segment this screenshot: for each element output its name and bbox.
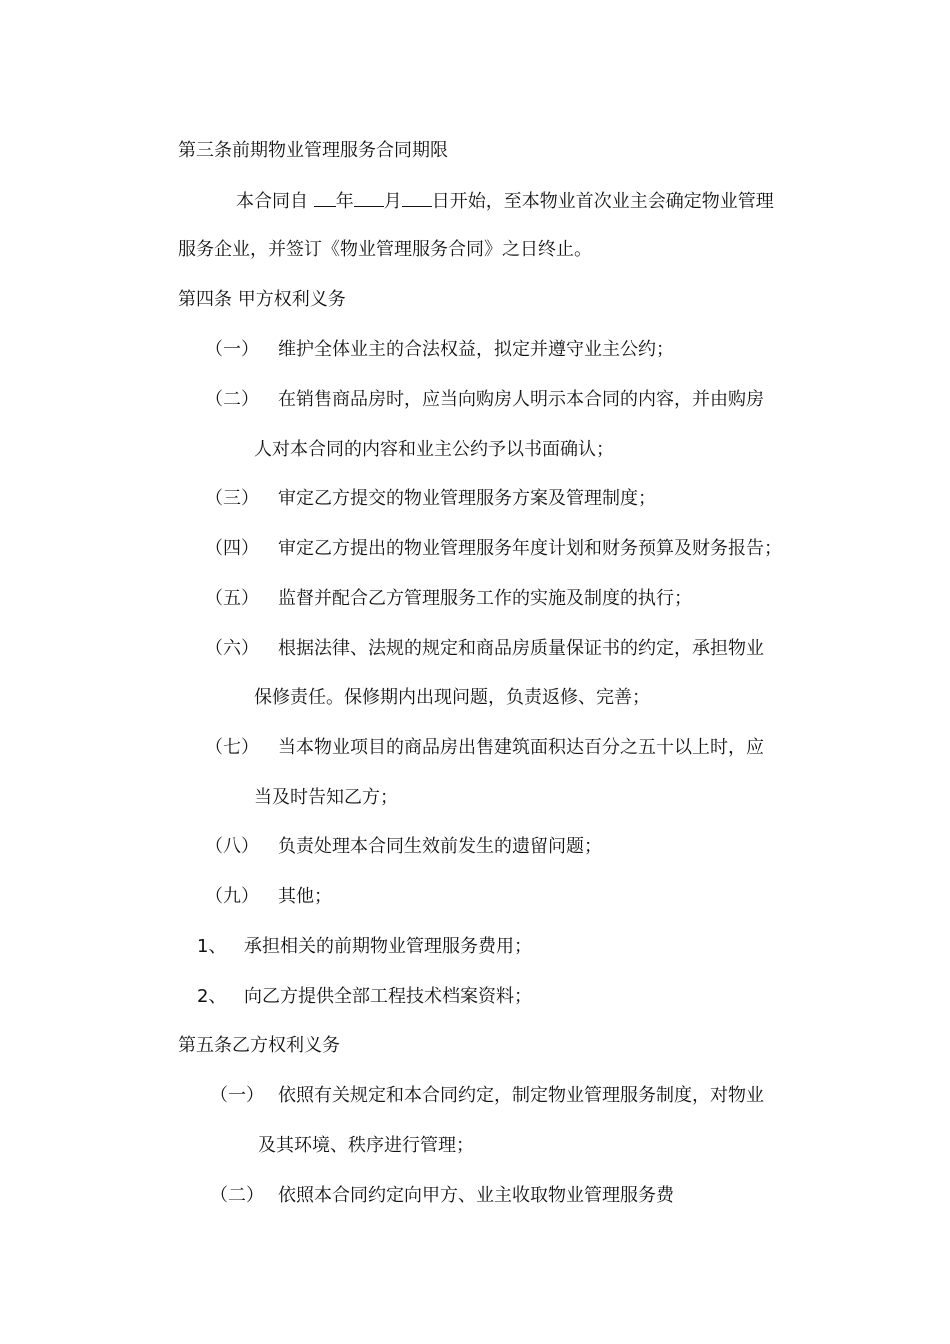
sub-item-number: 1、: [197, 936, 227, 957]
article5-title: 第五条乙方权利义务: [178, 1035, 340, 1056]
list-item-text: 根据法律、法规的规定和商品房质量保证书的约定，承担物业: [278, 638, 764, 659]
list-item-text: 审定乙方提交的物业管理服务方案及管理制度；: [278, 488, 656, 509]
text-segment: 本合同自: [236, 191, 308, 212]
list-item-text: 审定乙方提出的物业管理服务年度计划和财务预算及财务报告；: [278, 538, 782, 559]
list-item-text: 依照有关规定和本合同约定，制定物业管理服务制度，对物业: [278, 1085, 764, 1106]
article4-title: 第四条 甲方权利义务: [178, 289, 346, 310]
list-item-text: 在销售商品房时，应当向购房人明示本合同的内容，并由购房: [278, 389, 764, 410]
text-segment: 年: [335, 191, 354, 212]
blank-day: [402, 188, 432, 207]
list-item-text: 监督并配合乙方管理服务工作的实施及制度的执行；: [278, 588, 692, 609]
list-item-number: （二）: [210, 1185, 264, 1206]
list-item-number: （一）: [210, 1085, 264, 1106]
sub-item-text: 承担相关的前期物业管理服务费用；: [244, 936, 532, 957]
list-item-continuation: 当及时告知乙方；: [254, 787, 398, 808]
article3-title: 第三条前期物业管理服务合同期限: [178, 140, 448, 161]
list-item-number: （一）: [205, 339, 259, 360]
list-item-text: 当本物业项目的商品房出售建筑面积达百分之五十以上时，应: [278, 737, 764, 758]
blank-month: [354, 188, 384, 207]
article3-paragraph-line2: 服务企业，并签订《物业管理服务合同》之日终止。: [178, 239, 592, 260]
list-item-number: （二）: [205, 389, 259, 410]
list-item-text: 维护全体业主的合法权益，拟定并遵守业主公约；: [278, 339, 674, 360]
blank-year: [314, 188, 336, 207]
list-item-number: （四）: [205, 538, 259, 559]
list-item-number: （九）: [205, 886, 259, 907]
list-item-number: （八）: [205, 836, 259, 857]
text-segment: 日开始，至本物业首次业主会确定物业管理: [431, 191, 774, 212]
list-item-number: （五）: [205, 588, 259, 609]
list-item-number: （六）: [205, 638, 259, 659]
list-item-continuation: 保修责任。保修期内出现问题，负责返修、完善；: [254, 687, 650, 708]
list-item-number: （三）: [205, 488, 259, 509]
list-item-number: （七）: [205, 737, 259, 758]
list-item-text: 其他；: [278, 886, 332, 907]
list-item-continuation: 及其环境、秩序进行管理；: [258, 1135, 474, 1156]
list-item-continuation: 人对本合同的内容和业主公约予以书面确认；: [254, 439, 614, 460]
text-segment: 月: [383, 191, 402, 212]
sub-item-text: 向乙方提供全部工程技术档案资料；: [244, 986, 532, 1007]
article3-paragraph-line1: [236, 188, 774, 214]
sub-item-number: 2、: [197, 986, 227, 1007]
list-item-text: 负责处理本合同生效前发生的遗留问题；: [278, 836, 602, 857]
list-item-text: 依照本合同约定向甲方、业主收取物业管理服务费: [278, 1185, 674, 1206]
